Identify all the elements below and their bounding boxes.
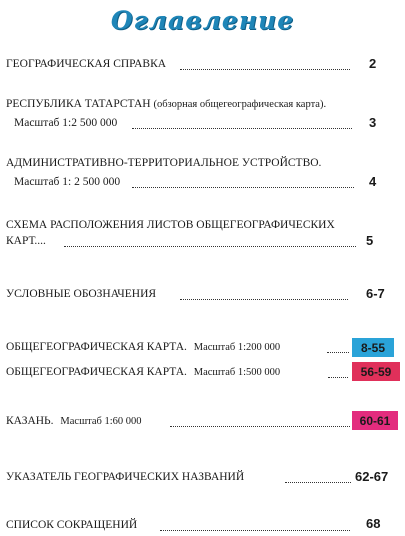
leader-dots (132, 187, 354, 188)
page-title: Оглавление (110, 6, 295, 35)
entry-title-text: РЕСПУБЛИКА ТАТАРСТАН (6, 98, 151, 110)
entry-title: УСЛОВНЫЕ ОБОЗНАЧЕНИЯ (6, 288, 157, 300)
entry-sub: КАРТ.... (6, 235, 46, 247)
entry-title-text: ОБЩЕГЕОГРАФИЧЕСКАЯ КАРТА. (6, 341, 187, 353)
entry-title: АДМИНИСТРАТИВНО-ТЕРРИТОРИАЛЬНОЕ УСТРОЙСТВО. (6, 157, 322, 169)
entry-title (6, 366, 280, 378)
leader-dots (160, 530, 350, 531)
page-number: 68 (366, 516, 381, 531)
entry-title (6, 98, 326, 110)
entry-scale: Масштаб 1:500 000 (193, 367, 281, 378)
entry-title-text: КАЗАНЬ. (6, 415, 54, 427)
leader-dots (170, 426, 350, 427)
leader-dots (64, 246, 356, 247)
page-number: 5 (366, 233, 374, 248)
leader-dots (180, 69, 350, 70)
entry-title (6, 341, 280, 353)
entry-title: ГЕОГРАФИЧЕСКАЯ СПРАВКА (6, 58, 167, 70)
page-number: 62-67 (355, 469, 389, 484)
leader-dots (132, 128, 352, 129)
page-badge-blue: 8-55 (352, 338, 394, 357)
entry-title (6, 415, 142, 427)
entry-scale: Масштаб 1:60 000 (60, 416, 142, 427)
page-number: 2 (369, 56, 377, 71)
page-badge-red: 56-59 (352, 362, 400, 381)
entry-title-text: ОБЩЕГЕОГРАФИЧЕСКАЯ КАРТА. (6, 366, 187, 378)
leader-dots (328, 377, 348, 378)
page-number: 3 (369, 115, 377, 130)
entry-title: УКАЗАТЕЛЬ ГЕОГРАФИЧЕСКИХ НАЗВАНИЙ (6, 471, 245, 483)
page-badge-magenta: 60-61 (352, 411, 398, 430)
leader-dots (180, 299, 348, 300)
leader-dots (327, 352, 349, 353)
page-number: 6-7 (366, 286, 385, 301)
leader-dots (285, 482, 351, 483)
entry-scale: Масштаб 1:2 500 000 (14, 117, 118, 129)
page-number: 4 (369, 174, 377, 189)
entry-note: (обзорная общегеографическая карта). (153, 99, 327, 110)
entry-scale: Масштаб 1: 2 500 000 (14, 176, 121, 188)
entry-title: СПИСОК СОКРАЩЕНИЙ (6, 519, 138, 531)
entry-title: СХЕМА РАСПОЛОЖЕНИЯ ЛИСТОВ ОБЩЕГЕОГРАФИЧЕСКИХ (6, 219, 335, 231)
entry-scale: Масштаб 1:200 000 (193, 342, 281, 353)
